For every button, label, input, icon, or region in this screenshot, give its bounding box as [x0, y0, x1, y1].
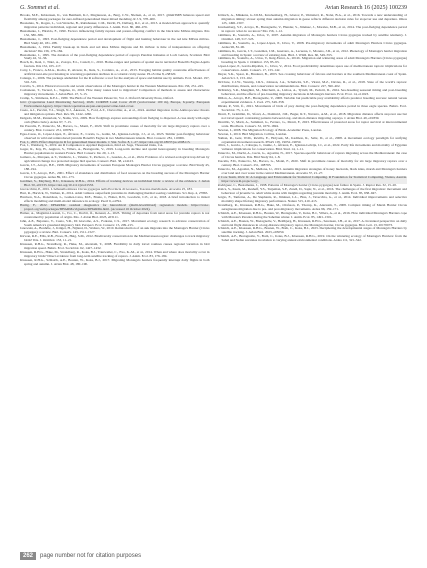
reference-entry: Limiñana, R., García, J.T., González, J.M., Guerrero, A., Lecuona, J., Moreno, J.D., et al., 2012. Phenology of Montagu's harrier migration and breeding in Spain: a review of existing data. Bird. J. Wildl. Res. 60, 549–555. [217, 48, 407, 57]
reference-entry: Rodríguez, C., Bustamante, J., 1998. Patterns of Montagu's harrier (Circus pygargus) nest failure in Spain. J. Raptor Res. 32, 15–20. [217, 182, 397, 187]
reference-entry: Cramp, S., Simmons, K.E.L., 1980. The Birds of the Western Palearctic, Vol. 2. Oxford University Press, Oxford. [20, 96, 174, 101]
references-column-right [218, 14, 408, 548]
reference-entry: Rotics, S., Kaatz, M., Resheff, Y.S., Turjeman, S.F., Zurell, D., Sapir, N., et al., 2016. The challenges of the first migration: movement and behaviour of juvenile vs. adult white storks with insights regarding juvenile mortality. J. Anim. Ecol. 85, 938–947. [217, 186, 407, 195]
reference-entry: Hart, R., Harvick, N., Nathan, R., 2014. Adult vultures outperform juveniles in challenging thermal soaring conditions. Sci. Rep. 4, 27865. [20, 190, 209, 195]
reference-entry: Meyer, S.K., Spaar, R., Bruderer, B., 2003. Sea crossing behaviour of falcons and harriers at the southern Mediterranean coast of Spain. Avian Sci. 3, 153–162. [217, 72, 407, 81]
reference-entry: Monti, F., Grémillet, D., Sforzi, A., Dominici, J.M., Bagur, R.T., Navarro, A.M., et al., 2018. Migration distance affects stopover use but not travel speed: contrasting patterns between long- and short-distance migrating ospreys. J. Avian Biol. 49, e01839. [217, 111, 407, 120]
reference-entry: Gardiner, S., Meyburg, B.U., Klaassen, R.H.G., 2014. Efforts of tracking devices on individual birds: a review of the evidence. J. Avian Biol. 50, e01533. https://doi.org/10.1111/jav.01533. [20, 179, 210, 187]
page-number: 262 [20, 552, 36, 560]
reference-entry: De Pascalis, F., Panuccio, M., Bacaro, G., Monti, F., 2020. Shift in proximate causes of mortality for six large migratory raptors over a century. Biol. Conserv. 251, 108793. [20, 123, 210, 132]
reference-entry: Bustamante, J., Hiraldo, F., 1990. Factors influencing family rupture and parent-offspring conflict in the black kite Milvus migrans. Ibis 132, 380–386. [20, 28, 210, 37]
page-footer [20, 550, 141, 562]
reference-entry: Bustamante, J., 1993. Post-fledging dependence period and development of flight and hunting behaviour in the red kite Milvus milvus. Bird Study 40, 181–188. [20, 36, 210, 45]
reference-entry: Pascalis, F.D., Panuccio, M., Bacaro, G., Monti, F., 2020. Shift in proximate causes of mortality for six large migratory raptors over a century. Biol. Conserv. 251, 108793. [217, 159, 407, 168]
reference-entry: Limiñana, R., Soutullo, A., Urios, V., Reig-Ferrer, A., 2012b. Migration and wintering areas of adult Montagu's Harriers (Circus pygargus) breeding in Spain. J. Ornithol. 153, 85–93. [217, 56, 407, 65]
running-header-journal: Avian Research 16 (2025) 100239 [324, 5, 407, 11]
reference-entry: García, J.T., Arroyo, B.E., 1998. Migratory movements of western European Montagu's Harrier Circus pygargus: a review. Bird Study 45, 188–194. [20, 163, 210, 172]
reference-entry: Bosch, R., Real, J., Tintó, A., Zozaya, E.L., Castell, C., 2010. Home-ranges and patterns of spatial use in territorial Bonelli's Eagles Aquila fasciata. Ibis 152, 105–117. [20, 60, 210, 69]
reference-entry: GLC (Copernicus Land Monitoring Service), 2020. CORINE Land Cover 2018 (vector/raster 100 m), Europe, 6-yearly. European Environment Agency. https://land.copernicus.eu/pan-european/corine-land-cover. [20, 99, 210, 108]
reference-entry: McClure, C.J.W., Westrip, J.R.S., Johnson, J.A., Schulwitz, S.E., Virani, M.Z., Davies, R., et al., 2018. State of the world's raptors: distributions, threats, and conservation recommendations. Biol. Conserv. 227, 390–402. [217, 80, 407, 89]
reference-entry: López-López, P., García-Ripollés, C., Urios, V., 2014. Food predictability determines space use of mediterranean raptors: implications for conservation. Anim. Conserv. 17, 133–142. [217, 64, 407, 73]
reference-entry: Jahn, A.E., Bejarano, V., Cueto, V.R., Di Giacomo, A.S., Fontana, C.S., 2017. Movement ecology research to advance conservation of South America's grassland migratory bird. Perspect. Ecol. Conserv. 15, 209–215. [20, 218, 210, 227]
reference-entry: Montillo, V., Marti, A., Sammuri, G., Ferraro, G., Monti, F., 2023. Effectiveness of protected areas for raptor survival at intercontinental scale. Biodivers. Conserv. 32, 1679–1694. [217, 119, 407, 128]
reference-entry: Egea-Casas, O., López-López, P., Álvarez, E., Cortés, G., Galán, M., Iglesias-Lebrija, J.J., et al., 2023. Similar post-fledging behaviour observed in wild and reintroduced juvenile Bonelli's Eagles in two Mediterranean islands. Biol. Conserv. 281, 110006. [20, 131, 210, 140]
footer-note: page number not for citation purposes [40, 553, 142, 559]
reference-entry: McKinley, S.R., Menghini, M., Marchetti, A., Lisboa, A., Tyrrell, M., Pedotti, D., 2024. Sea-breeding seasonal timing and post-breeding behaviour, and the effects of pre-breeding migratory decisions in Montagu's harriers. Ecol. Evol. 14, e11023. [217, 88, 407, 97]
reference-entry: Mirski, P., Väli, Ü., 2021. Movements of birds of prey during the post-fledging dependence period in three eagle species. Behav. Ecol. Sociobiol. 75, 1–12. [217, 103, 407, 112]
reference-entry: Delgado, M.M., Penteriani, V., Nams, V.O., 2009. How fledglings explore surroundings from fledging to dispersal. A case study with eagle owls (Bubo bubo). Ardea 97, 7–15. [20, 115, 210, 124]
reference-entry: Kruckenberg, S.T., Arroyo, B., Bretagnolle, V., Hunder, S., Jiménez, J., Morales, M.B., et al., 2014. The post-fledging dependence period in raptors: what do we know? Ibis 156, 1–12. [217, 24, 407, 33]
reference-entry: Cueto, A.J., Puccini, V.L., Singh, N.J., Åkesson, S., Ford, A.T., Chevrollier, A., et al., 2024. Animal migration in the Anthropocene: threats and mitigation options. Biol. Rev. 99, 1242–1260. [20, 107, 210, 116]
reference-entry: Cavallo, S., 2014. Historical records and recent observations of the Montagu's harrier in the Western Mediterranean. Ibis 156, 231–245. [20, 84, 204, 89]
reference-entry: Gamero, A., Marques, A.T., Venâncio, L., Valente, T., Pacheco, C., Guedes, A., et al., 2024. Evidence of a revised ecological trap driven by agricultural change in a protected steppe bird species. Conserv. Biol. 38, e14123. [20, 155, 210, 164]
reference-entry: R Core Team, 2022. R: A Language and Environment for Statistical Computing. R Foundation for Statistical Computing, Vienna, Austria. https://www.R-project.org/. [217, 175, 407, 184]
reference-entry: Hamer, A., Maginini-Lorenzi, L., Ivo, C., Dorbit, Ö., Renaud, A., 2023. Timing of departure from natal areas for juvenile raptors is not constrained by population of origin. Ibis. J. Avian Biol. 2023, e03111. [20, 210, 210, 219]
reference-entry: Panuccio, M., Agostini, N., Mellone, U., 2013. Autumn migration strategies of honey buzzards, black kites, marsh and Montagu's harriers over land and over water in the central Mediterranean. Avocetta 37, 21–27. [217, 167, 407, 176]
reference-entry: Gager, R., Kay, H., Augiron, S., Villers, A., Bretagnolle, V., 2019. Long-term decline and spatial heterogeneity in breeding Montagu's Harrier populations in western France. Bird Conserv. Int. 29, 1–13. [20, 147, 210, 156]
reference-entry: Schlaich, A.E., Klaassen, R.H.G., Bouten, W., Bretagnolle, V., Koks, B.J., Villers, A., et al., 2016. How individual Montagu's Harriers cope with Moreau's Paradox during the Sahelian winter. J. Anim. Ecol. 85, 1491–1501. [217, 210, 407, 219]
reference-entry: Giovacchini, P., 2001. L'Albanella minore Circus pygargus nella Provincia di Grosseto, Toscana meridionale. Avocetta 25, 183. [20, 186, 193, 191]
reference-entry: Newton, I., 2008. The Migration Ecology of Birds. Academic Press, London. [217, 127, 323, 132]
reference-entry: Millon, A., Arroyo, B.E., Bretagnolle, V., 2008. Variable but predictable prey availability affects predator breeding success: natural versus experimental evidence. J. Zool. 275, 349–358. [217, 96, 407, 104]
reference-entry: Hartig, F., 2022. DHARMa: residual diagnostics for hierarchical (multi-level/mixed) regression models. https://cran.r-project.org/web/packages/DHARMa/vignettes/DHARMa.html. (Accessed 16 October 2024). [20, 202, 210, 211]
reference-entry: Panuccio, M., Duchi, A., Lucia, G., Agostini, N., 2017. Species-specific behaviour of raptors migrating across the Mediterranean: the case of Circus harriers. Ibis. Bird Study 64, 1–8. [217, 151, 407, 160]
reference-entry: Brooks, M.E., Kristensen, K., van Benthem, K.J., Magnusson, A., Berg, C.W., Nielsen, A., et al., 2017. glmmTMB balances speed and flexibility among packages for zero-inflated generalized linear mixed modeling. R J. 9, 378–400. [20, 14, 210, 21]
references-column-left [20, 14, 210, 548]
reference-entry: Janowski, A., Bonhôte, J., Krüger, H., Nijland, D., Walters, W., 2010. Reintroduction of an auk migrants into the Montagu's Harrier (Circus pygargus): a review. Biol. Conserv. 143, 1511–1527. [20, 226, 210, 235]
reference-entry: Klaassen, R.H.G., Strandberg, R., Hake, M., Alerstam, T., 2008. Flexibility in daily travel routines causes regional variation in bird migration speed. Behav. Ecol. Sociobiol. 62, 1427–1432. [20, 242, 210, 251]
reference-entry: Buonaiuto, N., Rogan, L., von Wersche, B., Rutishauser, C.M., Devitt, H., Delberg, R.J., et al., 2013. A model-driven approach to quantify migration patterns: individual, regional and yearly differences. J. Anim. Ecol. 80, 466–476. [20, 20, 210, 29]
reference-list [20, 14, 407, 548]
reference-entry: Bustamante, J., 1995. The duration of the post-fledging dependence period of ospreys Pandion haliaetus at Loch Garten, Scotland. Bird Study 42, 31–36. [20, 52, 210, 61]
reference-entry: Newton, I., 2010. Bird Migration. Collins, London. [217, 131, 288, 136]
reference-entry: Fox, J., Weisberg, S., 2019. An R Companion to Applied Regression, third ed. Sage, Thousand Oaks, CA. [20, 143, 164, 148]
reference-entry: Fox, J., 2003. Effect displays in R for generalised linear models. J. Stat. Softw. 8, 1–27. https://doi.org/10.18637/jss.v008.i15. [20, 141, 210, 145]
reference-entry: Limiñana, R., Soutullo, A., López-López, P., Urios, V., 2008. Pre-migratory movements of adult Montagu's Harriers Circus pygargus. Ardea 96, 81–90. [217, 40, 407, 49]
reference-entry: Bustamante, J., 1994. Family break-up in black and red kites Milvus migrans and M. milvus: is time of independence an offspring decision? Ibis 136, 176–184. [20, 44, 210, 53]
reference-entry: Schlaich, A.E., Klaassen, R.H.G., Bouten, W., Both, C., Koks, B.J., 2023. Deciphering the developmental stages of Montagu's Harriers by satellite tracking. J. Avian Biol. 2023, e03050. [217, 226, 407, 235]
reference-entry: Catry, I., Franco, A.M.A., Rocha, P., Alcazar, R., Reis, S., Cordeiro, A., et al., 2013. Foraging habitat quality constrains effectiveness of artificial nest-site provisioning in reversing population declines in a colonial cavity nester. PLoS One 8, e58320. [20, 68, 210, 77]
reference-entry: Klaassen, R.H.G., Hake, M., Strandberg, R., Koks, B.J., Trierweiler, C., Exo, K.-M., et al., 2014. When and where does mortality occur in migratory birds? Direct evidence from long-term satellite tracking of raptors. J. Anim. Ecol. 83, 176–184. [20, 250, 210, 259]
running-header-authors: G. Sommet et al. [20, 5, 60, 11]
reference-entry: Harrison, N.A., Donaldson, L., Gomez-Cano, M.E., Bruno, J., Fisher, D.N., Goodwin, C.E., et al., 2018. A brief introduction to mixed effects modelling and multi-model inference in ecology. PeerJ 6, e4794. [20, 194, 210, 203]
reference-entry: Cosbunean, T., Vacarel, L., Tugulea, O., 2016. How many routes lead to migration? Comparison of methods to assess and characterize migratory movements. J. Avian Biol. 47, 5–15. [20, 88, 210, 97]
reference-entry: Oliva, J., Garcia, J., Cabrejas, I., Jaume, J., Álvarez, E., Iglesias-Lebrija, J.J., et al., 2022. Early life movements and mortality of Egyptian vultures: implications for conservation. Bird. Stud. 14, 1–11. [217, 143, 407, 152]
reference-entry: Kölzsch, A., Müskens, G.J.D.M., Kruckenberg, H., Glazov, P., Weinzierl, R., Nolet, B.A., et al., 2016. Towards a new understanding of migration timing: slower spring than autumn migration in geese reflects different decision rules for stopover use and departure. Oikos 125, 1496–1507. [217, 14, 407, 25]
reference-entry: Limiñana, R., Soutullo, A., Urios, V., 2007. Autumn migration of Montagu's harriers Circus pygargus tracked by satellite telemetry. J. Ornithol. 148, 517–523. [217, 32, 407, 41]
reference-entry: Schlaich, A.E., Bouten, W., Bretagnolle, V., Heldbjerg, H., Klaassen, R.H.G., Sørensen, I.H., et al., 2017. A circannual perspective on daily and total flight distances in a long-distance migratory raptor, the Montagu's harrier, Circus pygargus. Biol. Lett. 13, 20170073. [217, 218, 407, 227]
reference-entry: Klaassen, R.H.G., Schlaich, A.E., Bouten, W., Koks, B.J., 2017. Migrating Montagu's harriers frequently interrupt daily flights in both spring and autumn. J. Avian Biol. 48, 180–190. [20, 258, 210, 267]
reference-entry: García, J.T., Arroyo, B.E., 2001. Effect of abundance and distribution of food resources on the breeding success of the Montagu's Harrier Circus pygargus. Ardea 89, 161–173. [20, 171, 210, 180]
reference-entry: Strandberg, R., Klaassen, R.H.G., Hake, M., Olofsson, P., Thorup, K., Alerstam, T., 2008. Complex timing of Marsh Harrier Circus aeruginosus migration due to pre- and post-migratory movements. Ardea 96, 159–171. [217, 202, 407, 211]
reference-entry: Kirwan, R.E., Ellis, R.B., Frees, H., Haig, S.M., 2012. Biodiversity conservation in the Mediterranean region: challenges to track migratory birds? Ibis. J. Ornithol. 153, 11–21. [20, 234, 210, 243]
reference-entry: Nathan, R., Getz, W.M., Revilla, E., Holyoak, M., Kadmon, R., Saltz, D., et al., 2008. A movement ecology paradigm for unifying organismal movement research. PNAS 105, 19052–19059. [217, 135, 407, 144]
reference-entry: Calenge, C., 2006. The package adehabitat for the R software: a tool for the analysis of space and habitat use by animals. Ecol. Model. 197, 516–519. [20, 76, 210, 85]
reference-entry: Schlaich, A.E., Bretagnolle, V., Both, C., Koks, B.J., Klaassen, R.H.G., 2019. On the wintering ecology of Montagu's Harriers: from the Sahel and Sudan savannas in relation to varying annual environmental conditions. Ardea 111, 321–342. [217, 234, 407, 243]
reference-entry: Sergio, F., Tanferna, A., De Stephanis, R., Jiménez, L.L., Blas, J., Tavecchia, G., et al., 2014. Individual improvements and selective mortality shape lifelong migratory performance. Nature 515, 410–413. [217, 194, 407, 203]
